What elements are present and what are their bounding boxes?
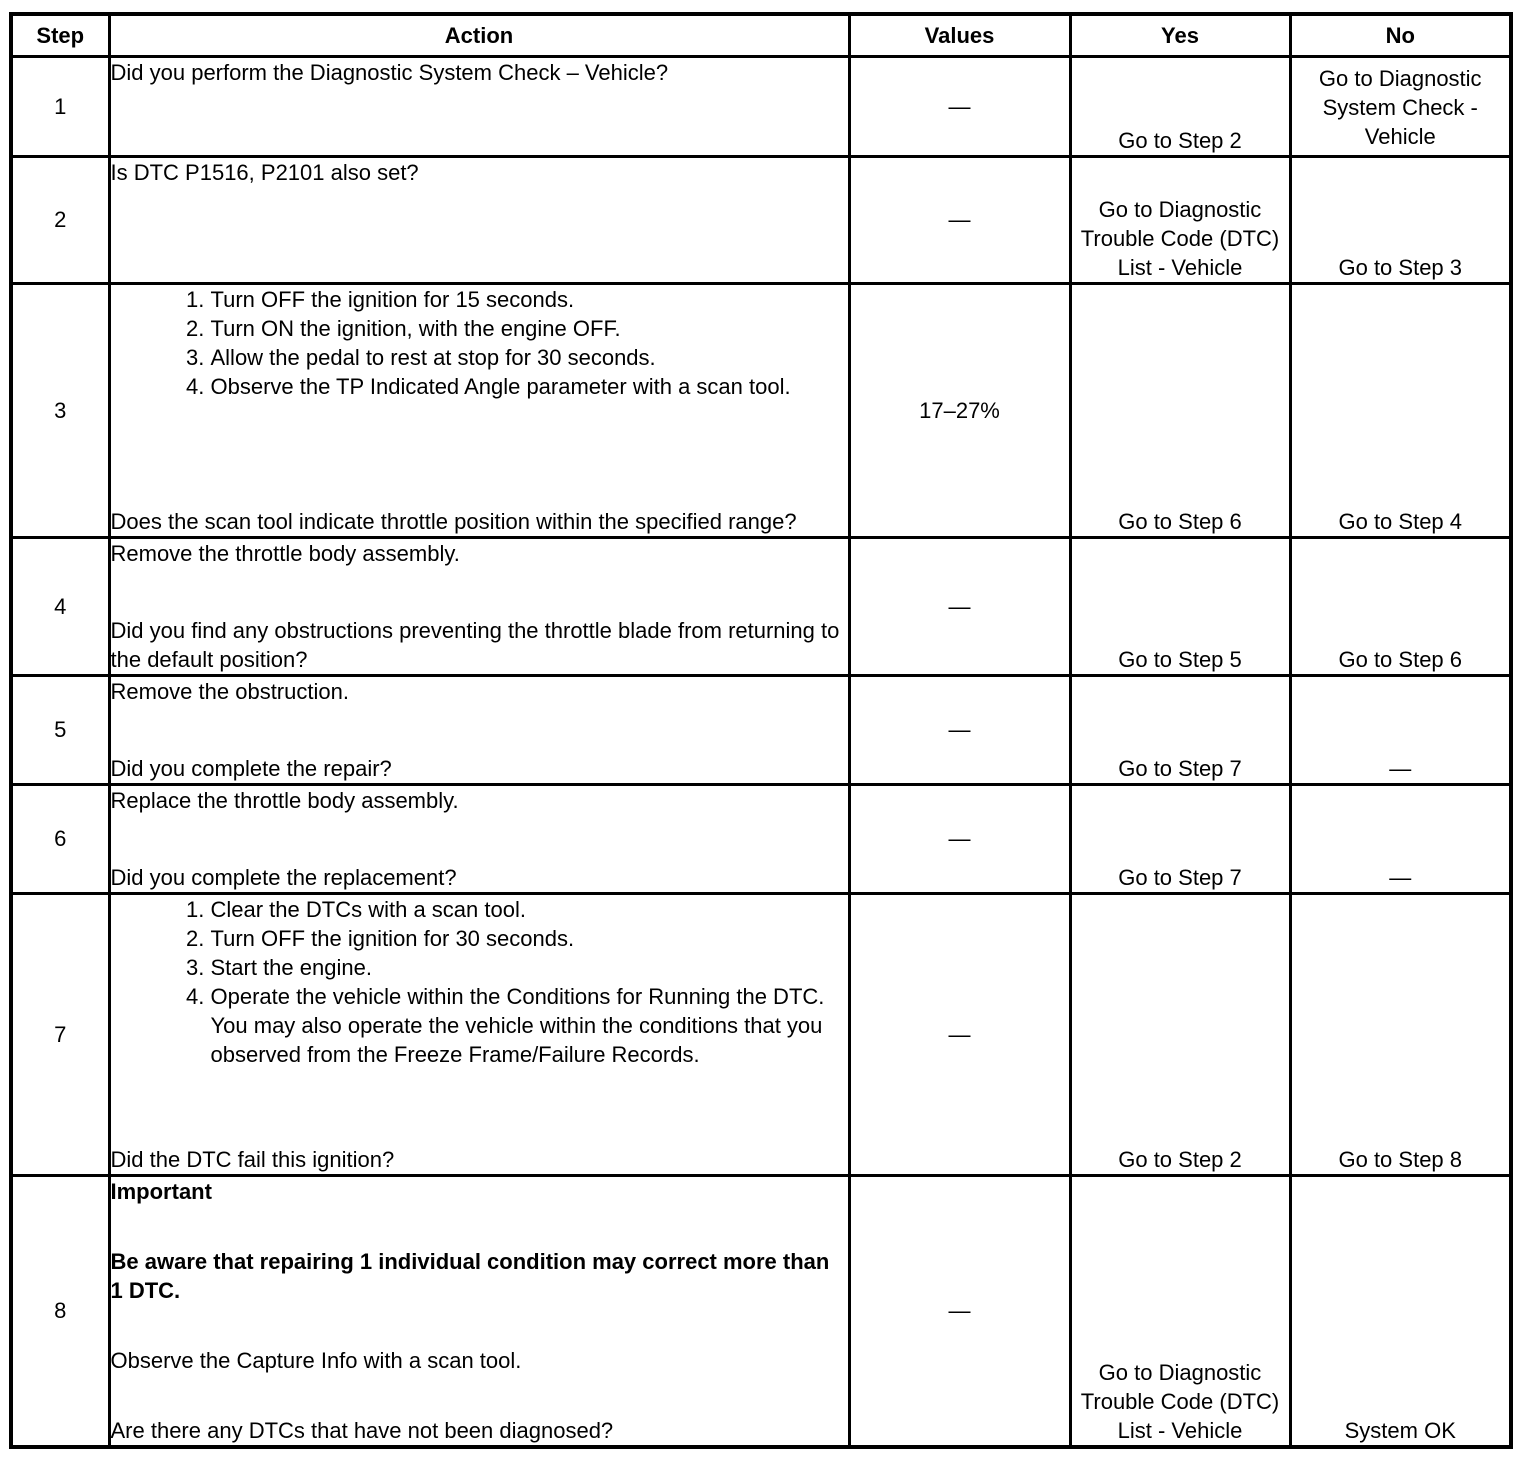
values-cell: — [849,675,1070,784]
header-yes: Yes [1070,14,1290,56]
yes-cell: Go to Step 2 [1070,893,1290,1175]
action-cell [109,537,849,675]
action-cell [109,893,849,1175]
header-row [11,14,1511,56]
action-question: Did you complete the repair? [110,755,392,781]
action-question: Did you find any obstructions preventing the throttle blade from returning to the default position? [110,617,840,672]
step-number: 7 [11,893,109,1175]
action-cell [109,675,849,784]
step-number: 4 [11,537,109,675]
step-number: 6 [11,784,109,893]
yes-cell: Go to Diagnostic Trouble Code (DTC) List - Vehicle [1070,156,1290,283]
action-steps-list [159,285,848,401]
no-cell: Go to Diagnostic System Check - Vehicle [1290,56,1511,156]
values-cell: — [849,56,1070,156]
diagnostic-table [9,12,1513,1449]
action-text: Observe the Capture Info with a scan tool. [110,1347,522,1373]
header-action: Action [109,14,849,56]
table-row-step-3 [11,283,1511,537]
list-item: 4. Operate the vehicle within the Conditions for Running the DTC. You may also operate the vehicle within the conditions that you observed from the Freeze Frame/Failure Records. [211,982,848,1069]
action-cell [109,283,849,537]
header-values: Values [849,14,1070,56]
values-cell: — [849,156,1070,283]
yes-cell: Go to Step 7 [1070,784,1290,893]
no-cell: — [1290,675,1511,784]
table-row-step-7 [11,893,1511,1175]
header-no: No [1290,14,1511,56]
no-cell: Go to Step 3 [1290,156,1511,283]
table-row-step-4 [11,537,1511,675]
list-item: 2. Turn OFF the ignition for 30 seconds. [211,924,848,953]
no-cell: Go to Step 8 [1290,893,1511,1175]
no-cell: — [1290,784,1511,893]
action-text: Is DTC P1516, P2101 also set? [110,159,419,185]
action-cell [109,56,849,156]
list-item: 3. Allow the pedal to rest at stop for 30 seconds. [211,343,848,372]
step-number: 3 [11,283,109,537]
values-cell: — [849,784,1070,893]
list-item: 3. Start the engine. [211,953,848,982]
action-question: Did the DTC fail this ignition? [110,1146,395,1172]
list-item: 1. Clear the DTCs with a scan tool. [211,895,848,924]
no-cell: Go to Step 4 [1290,283,1511,537]
no-cell: System OK [1290,1175,1511,1447]
action-question: Did you complete the replacement? [110,864,457,890]
yes-cell: Go to Step 6 [1070,283,1290,537]
list-item: 2. Turn ON the ignition, with the engine OFF. [211,314,848,343]
step-number: 5 [11,675,109,784]
header-step: Step [11,14,109,56]
action-cell [109,1175,849,1447]
action-text: Did you perform the Diagnostic System Check – Vehicle? [110,59,669,85]
list-item: 1. Turn OFF the ignition for 15 seconds. [211,285,848,314]
no-cell: Go to Step 6 [1290,537,1511,675]
action-cell [109,156,849,283]
step-number: 1 [11,56,109,156]
important-label: Important [110,1178,212,1204]
table-row-step-1 [11,56,1511,156]
values-cell: — [849,537,1070,675]
values-cell: 17–27% [849,283,1070,537]
table-row-step-2 [11,156,1511,283]
values-cell: — [849,1175,1070,1447]
important-text: Be aware that repairing 1 individual condition may correct more than 1 DTC. [110,1248,830,1303]
yes-cell: Go to Step 5 [1070,537,1290,675]
action-text: Replace the throttle body assembly. [110,787,459,813]
yes-cell: Go to Diagnostic Trouble Code (DTC) List - Vehicle [1070,1175,1290,1447]
action-question: Does the scan tool indicate throttle position within the specified range? [110,508,797,534]
action-text: Remove the throttle body assembly. [110,540,460,566]
yes-cell: Go to Step 7 [1070,675,1290,784]
table-row-step-6 [11,784,1511,893]
table-row-step-5 [11,675,1511,784]
action-steps-list [159,895,848,1069]
yes-cell: Go to Step 2 [1070,56,1290,156]
step-number: 8 [11,1175,109,1447]
table-row-step-8 [11,1175,1511,1447]
action-question: Are there any DTCs that have not been diagnosed? [110,1417,614,1443]
values-cell: — [849,893,1070,1175]
list-item: 4. Observe the TP Indicated Angle parameter with a scan tool. [211,372,848,401]
action-cell [109,784,849,893]
step-number: 2 [11,156,109,283]
action-text: Remove the obstruction. [110,678,349,704]
